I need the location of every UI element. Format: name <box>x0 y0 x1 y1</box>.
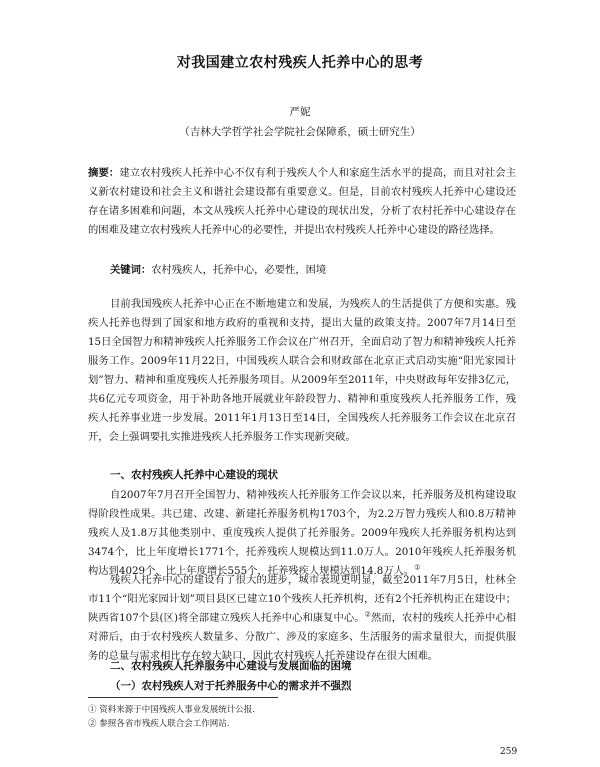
footnote-ref-2[interactable]: ② <box>364 610 371 619</box>
abstract-label: 摘要： <box>88 167 120 179</box>
keywords-label: 关键词： <box>110 264 152 276</box>
abstract <box>88 164 516 240</box>
status-paragraph-text: 自2007年7月召开全国智力、精神残疾人托养服务工作会议以来，托养服务及机构建设取得阶段性成果。共已建、改建、新建托养服务机构1703个，为2.2万智力残疾人和0.8万精神残疾人及1.8万其他类别中、重度残疾人提供了托养服务。2009年残疾人托养服务机构达到3474个，比上年度增长1771个，托养残疾人规模达到11.0万人。2010年残疾人托养服务机构达到4029个，比上年度增长555个，托养残疾人规模达到14.8万人。 <box>88 489 516 577</box>
development-paragraph <box>88 571 516 666</box>
subsection-heading-1: （一）农村残疾人对于托养服务中心的需求并不强烈 <box>110 680 352 692</box>
development-text-b: 然而，农村的残疾人托养中心相对滞后，由于农村残疾人数量多、分散广、涉及的家庭多、生活服务的需求量很大，而提供服务的总量与需求相比存在较大缺口，因此农村残疾人托养建设存在很大困难。 <box>88 612 516 662</box>
intro-paragraph: 目前我国残疾人托养中心正在不断地建立和发展，为残疾人的生活提供了方便和实惠。残疾人托养也得到了国家和地方政府的重视和支持，提出大量的政策支持。2007年7月14日至15日全国智力和精神残疾人托养服务工作会议在广州召开，全面启动了智力和精神残疾人托养服务工作。2009年11月22日，中国残疾人联合会和财政部在北京正式启动实施“阳光家园计划”智力、精神和重度残疾人托养服务项目。从2009年至2011年，中央财政每年安排3亿元，共6亿元专项资金，用于补助各地开展就业年龄段智力、精神和重度残疾人托养服务工作，残疾人托养事业进一步发展。2011年1月13日至14日，全国残疾人托养服务工作会议在北京召开，会上强调要扎实推进残疾人托养服务工作实现新突破。 <box>88 298 516 443</box>
keywords <box>110 261 516 280</box>
keywords-text: 农村残疾人，托养中心，必要性，困境 <box>151 264 327 276</box>
section-heading-2: 二、农村残疾人托养服务中心建设与发展面临的困境 <box>110 660 352 672</box>
paper-title: 对我国建立农村残疾人托养中心的思考 <box>176 55 424 71</box>
footnote-2: ② 参照各省市残疾人联合会工作网站. <box>88 719 230 729</box>
page-number: 259 <box>500 747 518 757</box>
development-text-a: 残疾人托养中心的建设有了很大的进步，城市表现更明显，截至2011年7月5日，杜林全市11个“阳光家园计划”项目县区已建立10个残疾人托养机构，还有2个托养机构正在建设中；陕西省107个县(区)将全部建立残疾人托养中心和康复中心。 <box>88 574 516 624</box>
author-affiliation: （吉林大学哲学社会学院社会保障系，硕士研究生） <box>179 126 421 138</box>
footnote-ref-1[interactable]: ① <box>414 563 421 572</box>
abstract-text: 建立农村残疾人托养中心不仅有利于残疾人个人和家庭生活水平的提高，而且对社会主义新农村建设和社会主义和谐社会建设都有重要意义。但是，目前农村残疾人托养中心建设还存在诸多困难和问题，本文从残疾人托养中心建设的现状出发，分析了农村托养中心建设存在的困难及建立农村残疾人托养中心的必要性，并提出农村残疾人托养中心建设的路径选择。 <box>88 167 516 236</box>
footnote-1: ① 资料来源于中国残疾人事业发展统计公报. <box>88 705 255 715</box>
author-name: 严妮 <box>289 106 311 118</box>
section-heading-1: 一、农村残疾人托养中心建设的现状 <box>110 469 278 481</box>
status-paragraph <box>88 486 516 581</box>
footnote-divider <box>88 697 278 698</box>
